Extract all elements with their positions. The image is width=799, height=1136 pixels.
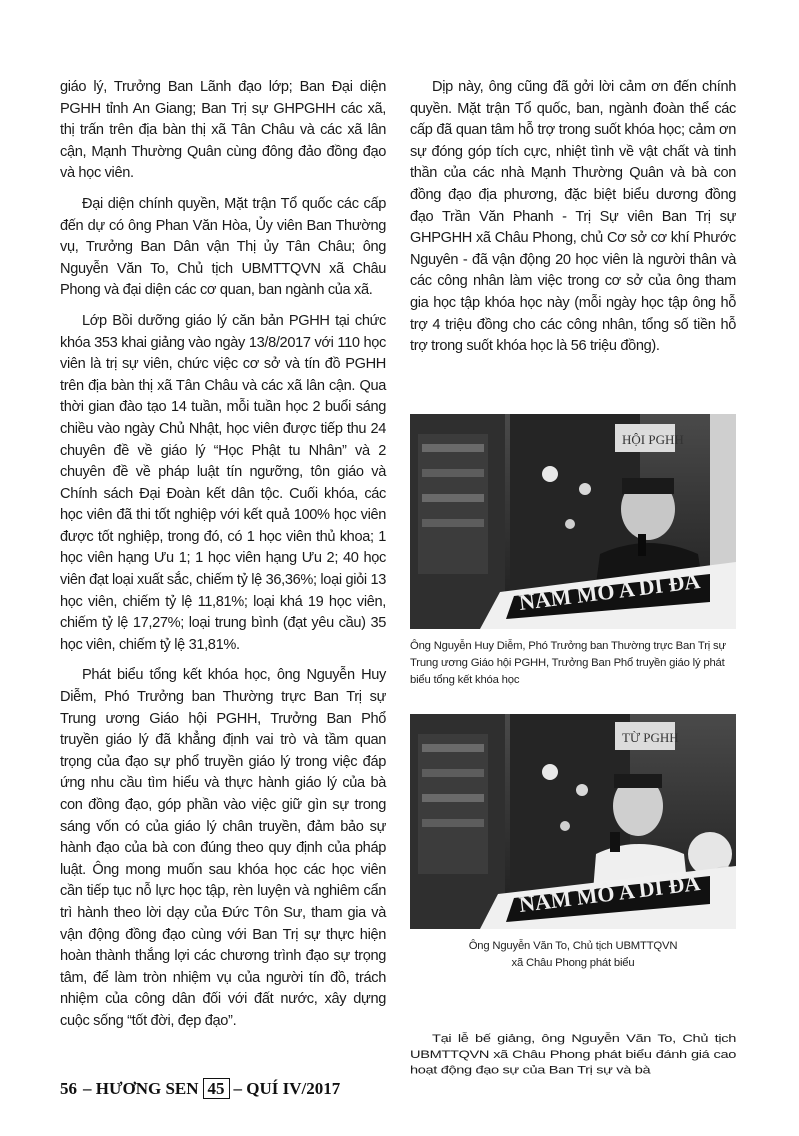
- page-footer: [60, 1078, 340, 1099]
- paragraph: giáo lý, Trưởng Ban Lãnh đạo lớp; Ban Đại diện PGHH tỉnh An Giang; Ban Trị sự GHPGHH các xã, thị trấn trên địa bàn thị xã Tân Châu và các xã lân cận, Mạnh Thường Quân cùng đông đảo đồng đạo và học viên.: [60, 79, 386, 182]
- caption-line: Ông Nguyễn Văn To, Chủ tịch UBMTTQVN: [468, 940, 678, 952]
- photo-speaker-1: [410, 414, 736, 629]
- photo-1-caption: Ông Nguyễn Huy Diễm, Phó Trưởng ban Thường trực Ban Trị sự Trung ương Giáo hội PGHH, Trưởng Ban Phổ truyền giáo lý phát biểu tổng kết khóa học: [410, 640, 726, 686]
- caption-line: xã Châu Phong phát biểu: [511, 957, 635, 969]
- banner-text: NAM MÔ A DI ĐÀ: [517, 869, 702, 917]
- paragraph: Phát biểu tổng kết khóa học, ông Nguyễn Huy Diễm, Phó Trưởng ban Thường trực Ban Trị sự Trung ương Giáo hội PGHH, Trưởng Ban Phổ truyền giáo lý đã khẳng định vai trò và tầm quan trọng của đạo sự phổ truyền giáo lý trong việc đáp ứng nhu cầu tìm hiểu và thực hành giáo lý của bà con đồng đạo, góp phần vào việc giữ gìn sự trong sáng vốn có của giáo lý chân truyền, đảm bảo sự hành đạo của bà con đúng theo quy định của pháp luật. Ông mong muốn sau khóa học các học viên cần tiếp tục nỗ lực học tập, rèn luyện và nghiêm cẩn trì hành theo lời dạy của Đức Tôn Sư, tham gia và vận động đồng đạo cùng với Ban Trị sự thực hiện hoàn thành thắng lợi các chương trình đạo sự trọng tâm, để làm tròn nhiệm vụ của người tín đồ, trách nhiệm của công dân đối với đất nước, xây dựng cuộc sống “tốt đời, đẹp đạo”.: [60, 667, 386, 1029]
- sign-text: HỘI PGHH: [622, 432, 684, 447]
- sign-text: TỪ PGHH: [622, 730, 679, 745]
- photo-2-caption: [410, 938, 736, 972]
- paragraph: Dịp này, ông cũng đã gởi lời cảm ơn đến chính quyền. Mặt trận Tổ quốc, ban, ngành đoàn thể các cấp đã quan tâm hỗ trợ trong suốt khóa học; cảm ơn sự đóng góp tích cực, nhiệt tình về vật chất và tinh thần của các nhà Mạnh Thường Quân và bà con đồng đạo địa phương, đặc biệt biểu dương đồng đạo Trần Văn Phanh - Trị Sự viên Ban Trị sự GHPGHH xã Châu Phong, chủ Cơ sở cơ khí Phước Nguyên - đã vận động 20 học viên là người thân và các công nhân làm việc trong cơ sở của ông tham gia học tập khóa học này (mỗi ngày học tập ông hỗ trợ 4 triệu đồng cho các công nhân, tổng số tiền hỗ trợ trong suốt khóa học là 56 triệu đồng).: [410, 79, 736, 355]
- closing-paragraph: [410, 1031, 736, 1079]
- paragraph: Lớp Bồi dưỡng giáo lý căn bản PGHH tại chức khóa 353 khai giảng vào ngày 13/8/2017 với 110 học viên là trị sự viên, chức việc cơ sở và tín đồ PGHH trên địa bàn thị xã Tân Châu và các xã lân cận. Qua thời gian đào tạo 14 tuần, mỗi tuần học 2 buổi sáng chiều vào ngày Chủ Nhật, học viên được tiếp thu 24 chuyên đề về giáo lý “Học Phật tu Nhân” và 2 chuyên đề về pháp luật tín ngưỡng, tôn giáo và Chính sách Đại Đoàn kết dân tộc. Cuối khóa, các học viên đã thi tốt nghiệp với kết quả 100% học viên được tốt nghiệp, trong đó, có 1 học viên thủ khoa; 1 học viên hạng Ưu 1; 1 học viên hạng Ưu 2; 40 học viên đạt loại xuất sắc, chiếm tỷ lệ 36,36%; loại giỏi 13 học viên, chiếm tỷ lệ 11,81%; loại khá 19 học viên, chiếm tỷ lệ 17,27%; loại trung bình (đạt yêu cầu) 35 học viên, chiếm tỷ lệ 31,81%.: [60, 312, 386, 653]
- paragraph: Đại diện chính quyền, Mặt trận Tổ quốc các cấp đến dự có ông Phan Văn Hòa, Ủy viên Ban Thường vụ, Trưởng Ban Dân vận Thị ủy Tân Châu; ông Nguyễn Văn To, Chủ tịch UBMTTQVN xã Châu Phong và đại diện các cơ quan, ban ngành của xã.: [60, 195, 386, 299]
- page-number: 56: [60, 1078, 77, 1098]
- paragraph: Tại lễ bế giảng, ông Nguyễn Văn To, Chủ tịch UBMTTQVN xã Châu Phong phát biểu đánh giá cao hoạt động đạo sự của Ban Trị sự và bà: [410, 1032, 736, 1077]
- banner-text: NAM MÔ A DI ĐÀ: [517, 567, 702, 615]
- right-column: [410, 77, 736, 367]
- left-column: [60, 77, 386, 1042]
- photo-speaker-2: [410, 714, 736, 929]
- issue-number: 45: [203, 1078, 230, 1099]
- issue-period: – QUÍ IV/2017: [233, 1078, 341, 1098]
- magazine-title: – HƯƠNG SEN: [83, 1078, 199, 1098]
